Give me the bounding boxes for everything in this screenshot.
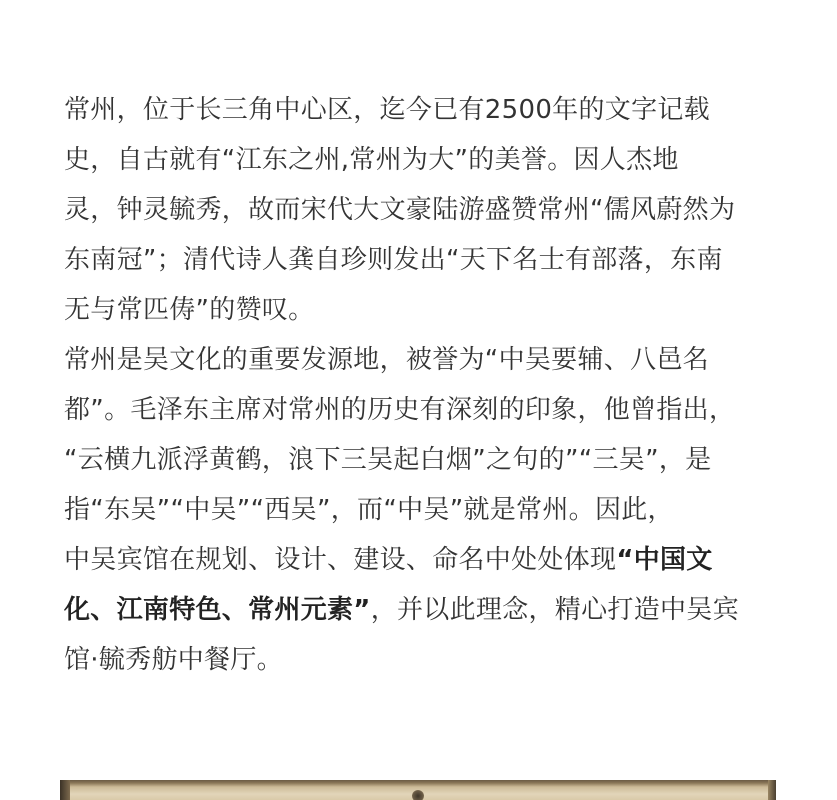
text-line: 东南冠”；清代诗人龚自珍则发出“天下名士有部落，东南	[64, 245, 723, 275]
emphasis-text: “中国文	[616, 545, 713, 575]
text-line: 无与常匹俦”的赞叹。	[64, 295, 315, 325]
text-line: 常州是吴文化的重要发源地，被誉为“中吴要辅、八邑名	[64, 345, 709, 375]
restaurant-ceiling-photo	[60, 780, 776, 800]
text-line: 史，自古就有“江东之州,常州为大”的美誉。因人杰地	[64, 145, 679, 175]
article-body	[64, 85, 784, 685]
emphasis-text: 化、江南特色、常州元素”	[64, 595, 371, 625]
text-line	[64, 535, 784, 585]
text-line: 常州，位于长三角中心区，迄今已有2500年的文字记载	[64, 95, 710, 125]
text-line: 指“东吴”“中吴”“西吴”，而“中吴”就是常州。因此，	[64, 495, 674, 525]
photo-frame-edge	[60, 780, 70, 800]
paragraph-2	[64, 335, 784, 685]
text-line: 都”。毛泽东主席对常州的历史有深刻的印象，他曾指出，	[64, 395, 736, 425]
text-line: “云横九派浮黄鹤，浪下三吴起白烟”之句的”“三吴”，是	[64, 445, 712, 475]
text-line	[64, 585, 784, 635]
text-segment: ，并以此理念，精心打造中吴宾	[370, 595, 739, 625]
text-segment: 中吴宾馆在规划、设计、建设、命名中处处体现	[64, 545, 617, 575]
ceiling-light-fixture	[412, 790, 424, 800]
text-line: 馆·毓秀舫中餐厅。	[64, 645, 283, 675]
text-line: 灵，钟灵毓秀，故而宋代大文豪陆游盛赞常州“儒风蔚然为	[64, 195, 736, 225]
photo-frame-edge	[768, 780, 776, 800]
paragraph-1	[64, 85, 784, 335]
